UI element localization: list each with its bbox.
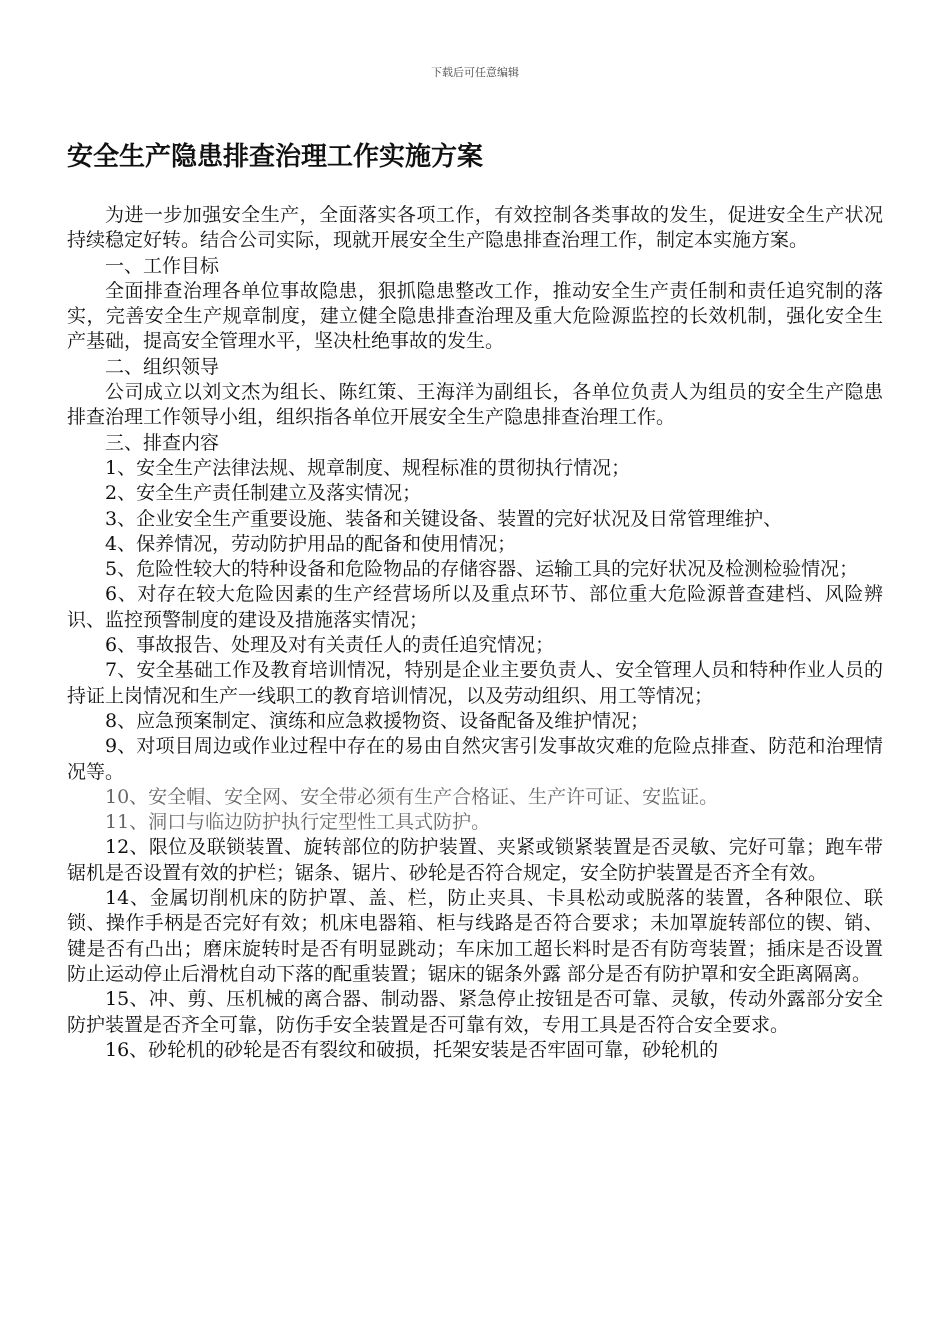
paragraph: 1、安全生产法律法规、规章制度、规程标准的贯彻执行情况；: [105, 456, 631, 479]
paragraph: 二、组织领导: [105, 355, 220, 378]
paragraph: 3、企业安全生产重要设施、装备和关键设备、装置的完好状况及日常管理维护、: [105, 507, 783, 530]
paragraph: 8、应急预案制定、演练和应急救援物资、设备配备及维护情况；: [105, 709, 650, 732]
paragraph: 5、危险性较大的特种设备和危险物品的存储容器、运输工具的完好状况及检测检验情况；: [105, 558, 859, 581]
paragraph: 9、对项目周边或作业过程中存在的易由自然灾害引发事故灾难的危险点排查、防范和治理情况等。: [67, 735, 883, 783]
paragraph: 12、限位及联锁装置、旋转部位的防护装置、夹紧或锁紧装置是否灵敏、完好可靠；跑车带锯机是否设置有效的护栏；锯条、锯片、砂轮是否符合规定，安全防护装置是否齐全有效。: [67, 836, 883, 884]
paragraph: 全面排查治理各单位事故隐患，狠抓隐患整改工作，推动安全生产责任制和责任追究制的落实，完善安全生产规章制度，建立健全隐患排查治理及重大危险源监控的长效机制，强化安全生产基础，提高安全管理水平，坚决杜绝事故的发生。: [67, 279, 883, 353]
paragraph: 7、安全基础工作及教育培训情况，特别是企业主要负责人、安全管理人员和特种作业人员的持证上岗情况和生产一线职工的教育培训情况，以及劳动组织、用工等情况；: [67, 659, 883, 707]
paragraph: 14、金属切削机床的防护罩、盖、栏，防止夹具、卡具松动或脱落的装置，各种限位、联锁、操作手柄是否完好有效；机床电器箱、柜与线路是否符合要求；未加罩旋转部位的锲、销、键是否有凸出；磨床旋转时是否有明显跳动；车床加工超长料时是否有防弯装置；插床是否设置防止运动停止后滑枕自动下落的配重装置；锯床的锯条外露 部分是否有防护罩和安全距离隔离。: [67, 887, 883, 985]
paragraph: 三、排查内容: [105, 431, 220, 454]
paragraph: 为进一步加强安全生产，全面落实各项工作，有效控制各类事故的发生，促进安全生产状况持续稳定好转。结合公司实际，现就开展安全生产隐患排查治理工作，制定本实施方案。: [67, 204, 883, 252]
document-body: [67, 203, 883, 1063]
paragraph: 11、洞口与临边防护执行定型性工具式防护。: [105, 811, 491, 834]
paragraph: 一、工作目标: [105, 254, 220, 277]
paragraph: 4、保养情况，劳动防护用品的配备和使用情况；: [105, 532, 517, 555]
paragraph: 16、砂轮机的砂轮是否有裂纹和破损，托架安装是否牢固可靠，砂轮机的: [105, 1038, 719, 1061]
header-note: 下载后可任意编辑: [431, 66, 519, 79]
paragraph: 15、冲、剪、压机械的离合器、制动器、紧急停止按钮是否可靠、灵敏，传动外露部分安全防护装置是否齐全可靠，防伤手安全装置是否可靠有效，专用工具是否符合安全要求。: [67, 988, 883, 1036]
paragraph: 2、安全生产责任制建立及落实情况；: [105, 482, 422, 505]
paragraph: 6、对存在较大危险因素的生产经营场所以及重点环节、部位重大危险源普查建档、风险辨识、监控预警制度的建设及措施落实情况；: [67, 583, 883, 631]
paragraph: 公司成立以刘文杰为组长、陈红策、王海洋为副组长，各单位负责人为组员的安全生产隐患排查治理工作领导小组，组织指各单位开展安全生产隐患排查治理工作。: [67, 381, 883, 429]
paragraph: 10、安全帽、安全网、安全带必须有生产合格证、生产许可证、安监证。: [105, 785, 719, 808]
paragraph: 6、事故报告、处理及对有关责任人的责任追究情况；: [105, 634, 555, 657]
document-title: 安全生产隐患排查治理工作实施方案: [67, 142, 484, 172]
